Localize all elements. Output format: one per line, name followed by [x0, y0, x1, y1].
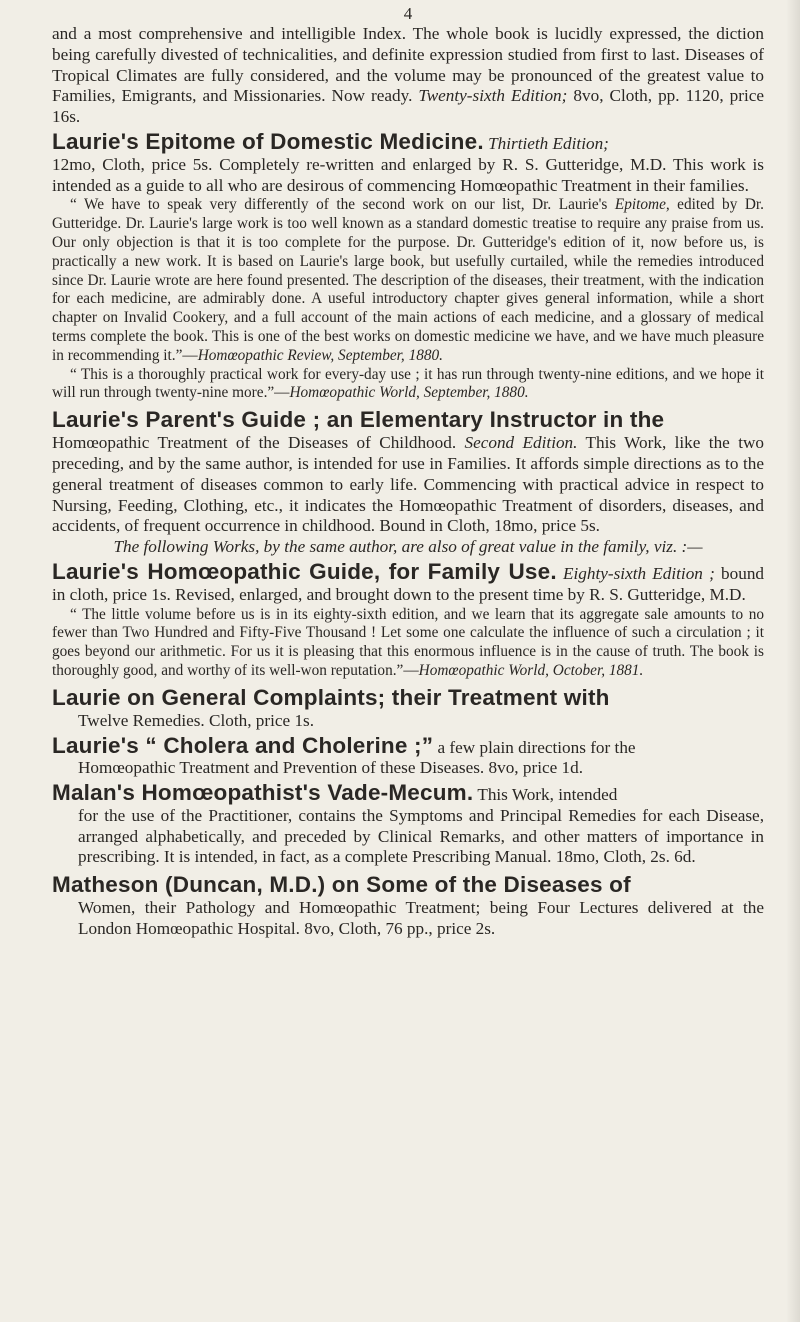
- vade-mecum-entry: [52, 780, 764, 868]
- intro-text: and a most comprehensive and intelligible Index. The whole book is lucidly expressed, the diction being carefully divested of technicalities, and definite expression studied from first to last. Diseases of Tropical Climates are fully considered, and the volume may be pronounced of the greatest value to Families, Emigrants, and Missionaries. Now ready.: [52, 24, 764, 106]
- epitome-review-2: “ This is a thoroughly practical work for every-day use ; it has run through twenty-nine editions, and we hope it will run through twenty-nine more.”—Homœopathic World, September, 1880.: [52, 365, 764, 402]
- epitome-entry: [52, 128, 764, 403]
- page-edge-shadow: [786, 0, 800, 1322]
- epitome-description: 12mo, Cloth, price 5s. Completely re-written and enlarged by R. S. Gutteridge, M.D. This work is intended as a guide to all who are desirous of commencing Homœopathic Treatment in their families.: [52, 154, 764, 195]
- matheson-entry: [52, 872, 764, 940]
- matheson-title: Matheson (Duncan, M.D.) on Some of the Diseases of: [52, 872, 631, 898]
- page-number: 4: [403, 4, 413, 23]
- homoeopathic-guide-edition: Eighty-sixth Edition ;: [563, 563, 715, 583]
- general-complaints-entry: [52, 685, 764, 732]
- vade-mecum-title: Malan's Homœopathist's Vade-Mecum.: [52, 780, 474, 806]
- homoeopathic-guide-review: “ The little volume before us is in its eighty-sixth edition, and we learn that its aggregate sale amounts to no fewer than Two Hundred and Fifty-Five Thousand ! Let some one calculate the influence of such a circulation ; it goes beyond our arithmetic. For us it is pleasing that this enormous influence is in the cause of truth. The book is thoroughly good, and worthy of its well-won reputation.”—Homœopathic World, October, 1881.: [52, 605, 764, 679]
- homoeopathic-guide-details: bound in cloth, price 1s. Revised, enlarged, and brought down to the present time by R. S. Gutteridge, M.D.: [52, 563, 764, 604]
- cholera-text-b: Homœopathic Treatment and Prevention of these Diseases. 8vo, price 1d.: [78, 758, 584, 778]
- intro-paragraph: [52, 24, 764, 128]
- general-complaints-title: Laurie on General Complaints; their Treatment with: [52, 684, 610, 710]
- epitome-title: Laurie's Epitome of Domestic Medicine.: [52, 128, 484, 154]
- epitome-edition: Thirtieth Edition;: [488, 133, 609, 153]
- cholera-text-a: a few plain directions for the: [433, 737, 636, 757]
- vade-mecum-text-b: for the use of the Practitioner, contains the Symptoms and Principal Remedies for each Disease, arranged alphabetically, and preceded by Clinical Remarks, and other matters of importance in prescribing. It is intended, in fact, as a complete Prescribing Manual. 18mo, Cloth, 2s. 6d.: [78, 805, 764, 867]
- vade-mecum-text-a: This Work, intended: [473, 785, 618, 805]
- epitome-review-1-source: Homœopathic Review, September, 1880.: [197, 346, 443, 364]
- parents-guide-description: Homœopathic Treatment of the Diseases of Childhood. Second Edition. This Work, like the two preceding, and by the same author, is intended for use in Families. It affords simple directions as to the general treatment of diseases common to early life. Commencing with practical advice in respect to Nursing, Feeding, Clothing, etc., it indicates the Homœopathic Treatment of disorders, diseases, and accidents, of frequent occurrence in childhood. Bound in Cloth, 18mo, price 5s.: [52, 433, 764, 536]
- cholera-entry: [52, 732, 764, 780]
- intro-details: 8vo, Cloth, pp. 1120, price 16s.: [52, 86, 765, 127]
- following-works-note: The following Works, by the same author, are also of great value in the family, viz. :—: [113, 537, 703, 557]
- homoeopathic-guide-entry: [52, 558, 764, 681]
- parents-guide-edition: Second Edition.: [464, 433, 578, 453]
- cholera-title: Laurie's “ Cholera and Cholerine ;”: [52, 732, 434, 758]
- epitome-review-1: “ We have to speak very differently of the second work on our list, Dr. Laurie's Epitome, edited by Dr. Gutteridge. Dr. Laurie's large work is too well known as a standard domestic treatise to require any praise from us. Our only objection is that it is too complete for the purpose. Dr. Gutteridge's edition of it, now before us, is practically a new work. It is based on Laurie's large book, but usefully curtailed, while the remedies introduced since Dr. Laurie wrote are here found presented. The description of the diseases, their treatment, with the indication for each medicine, are admirably done. A useful introductory chapter gives general information, while a short chapter on Invalid Cookery, and a full account of the main actions of each medicine, and a glossary of medical terms complete the book. This is one of the best works on domestic medicine we have, and we have much pleasure in recommending it.”—Homœopathic Review, September, 1880.: [52, 196, 764, 364]
- epitome-review-2-source: Homœopathic World, September, 1880.: [289, 384, 529, 402]
- homoeopathic-guide-review-source: Homœopathic World, October, 1881.: [418, 661, 644, 679]
- parents-guide-title: Laurie's Parent's Guide ; an Elementary Instructor in the: [52, 407, 665, 433]
- parents-guide-entry: [52, 407, 764, 537]
- general-complaints-details: Twelve Remedies. Cloth, price 1s.: [78, 710, 315, 730]
- intro-edition: Twenty-sixth Edition;: [418, 86, 568, 106]
- matheson-text: Women, their Pathology and Homœopathic Treatment; being Four Lectures delivered at the London Homœopathic Hospital. 8vo, Cloth, 76 pp., price 2s.: [78, 898, 764, 939]
- homoeopathic-guide-title: Laurie's Homœopathic Guide, for Family Use.: [52, 558, 557, 584]
